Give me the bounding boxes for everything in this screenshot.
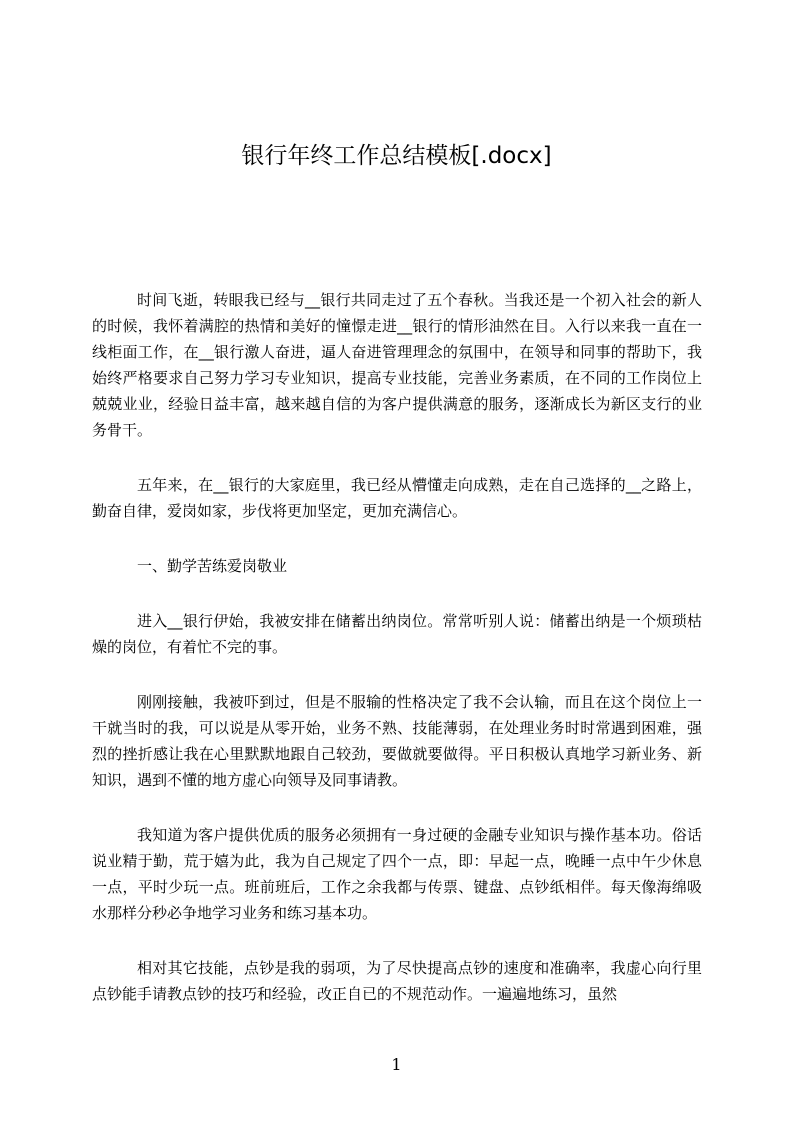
- paragraph-service-skills: 我知道为客户提供优质的服务必须拥有一身过硬的金融专业知识与操作基本功。俗话说业精于勤，荒于嬉为此，我为自己规定了四个一点，即：早起一点，晚睡一点中午少休息一点，平时少玩一点。班前班后，工作之余我都与传票、键盘、点钞纸相伴。每天像海绵吸水那样分秒必争地学习业务和练习基本功。: [92, 826, 702, 922]
- paragraph-joining: 进入__银行伊始，我被安排在储蓄出纳岗位。常常听别人说：储蓄出纳是一个烦琐枯燥的岗位，有着忙不完的事。: [92, 612, 702, 656]
- paragraph-intro: 时间飞逝，转眼我已经与__银行共同走过了五个春秋。当我还是一个初入社会的新人的时候，我怀着满腔的热情和美好的憧憬走进__银行的情形油然在目。入行以来我一直在一线柜面工作，在__银行激人奋进，逼人奋进管理理念的氛围中，在领导和同事的帮助下，我始终严格要求自己努力学习专业知识，提高专业技能，完善业务素质，在不同的工作岗位上兢兢业业，经验日益丰富，越来越自信的为客户提供满意的服务，逐渐成长为新区支行的业务骨干。: [92, 291, 702, 439]
- document-title: 银行年终工作总结模板[.docx]: [241, 143, 552, 169]
- document-body: [92, 287, 702, 1036]
- paragraph-five-years: 五年来，在__银行的大家庭里，我已经从懵懂走向成熟，走在自己选择的__之路上，勤奋自律，爱岗如家，步伐将更加坚定，更加充满信心。: [92, 476, 702, 520]
- section-heading: 一、勤学苦练爱岗敬业: [137, 557, 288, 575]
- paragraph-first-contact: 刚刚接触，我被吓到过，但是不服输的性格决定了我不会认输，而且在这个岗位上一干就当时的我，可以说是从零开始，业务不熟、技能薄弱，在处理业务时时常遇到困难，强烈的挫折感让我在心里默默地跟自己较劲，要做就要做得。平日积极认真地学习新业务、新知识，遇到不懂的地方虚心向领导及同事请教。: [92, 693, 702, 789]
- paragraph-counting-practice: 相对其它技能，点钞是我的弱项，为了尽快提高点钞的速度和准确率，我虚心向行里点钞能手请教点钞的技巧和经验，改正自已的不规范动作。一遍遍地练习，虽然: [92, 959, 702, 1003]
- page-number: 1: [391, 1055, 402, 1074]
